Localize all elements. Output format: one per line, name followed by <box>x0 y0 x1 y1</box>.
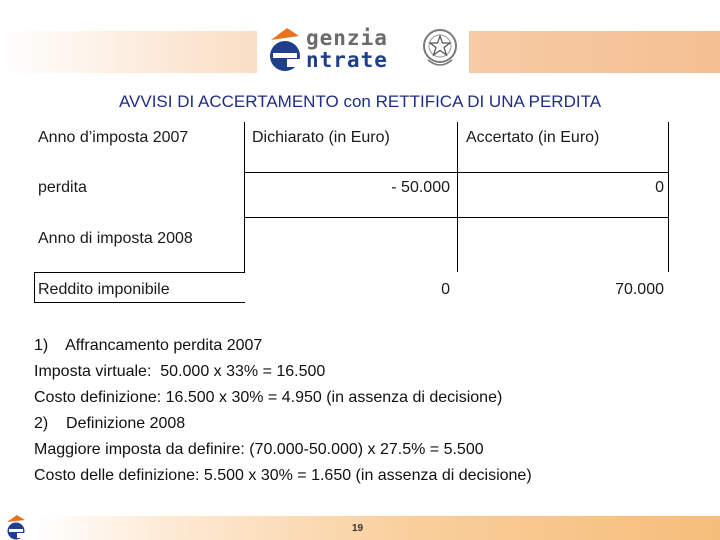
row-taxable-income-declared: 0 <box>441 281 450 298</box>
table-border <box>244 172 245 217</box>
calculation-notes <box>34 333 532 489</box>
table-border <box>457 122 458 172</box>
page-number: 19 <box>352 523 364 534</box>
row-loss-declared: - 50.000 <box>391 179 450 196</box>
note-line: Imposta virtuale: 50.000 x 33% = 16.500 <box>34 363 326 380</box>
table-border <box>34 272 245 273</box>
row-taxable-income-label: Reddito imponibile <box>38 281 170 298</box>
agenzia-entrate-logo-icon <box>265 26 305 74</box>
table-border <box>668 172 669 272</box>
note-line: 2) Definizione 2008 <box>34 415 186 432</box>
table-border <box>244 217 669 218</box>
table-border <box>668 122 669 172</box>
table-border <box>457 172 458 272</box>
agenzia-entrate-small-logo-icon <box>3 514 29 540</box>
table-border <box>34 302 245 303</box>
note-line: Costo definizione: 16.500 x 30% = 4.950 (in assenza di decisione) <box>34 389 503 406</box>
table-header-assessed: Accertato (in Euro) <box>466 129 600 146</box>
note-line: Costo delle definizione: 5.500 x 30% = 1.650 (in assenza di decisione) <box>34 467 532 484</box>
table-border <box>34 272 35 302</box>
row-loss-label: perdita <box>38 179 87 196</box>
row-year-2008-label: Anno di imposta 2008 <box>38 230 193 247</box>
table-header-declared: Dichiarato (in Euro) <box>252 129 390 146</box>
page-title: AVVISI DI ACCERTAMENTO con RETTIFICA DI UNA PERDITA <box>118 92 602 111</box>
table-header-year-2007: Anno d’imposta 2007 <box>38 129 189 146</box>
row-loss-assessed: 0 <box>655 179 664 196</box>
footer-band <box>36 516 720 540</box>
row-taxable-income-assessed: 70.000 <box>615 281 664 298</box>
logo-text-bottom: ntrate <box>306 48 388 72</box>
logo-text-top: genzia <box>306 26 388 50</box>
table-border <box>244 217 245 272</box>
table-border <box>244 122 245 172</box>
italian-republic-emblem-icon <box>420 24 460 72</box>
note-line: 1) Affrancamento perdita 2007 <box>34 337 263 354</box>
note-line: Maggiore imposta da definire: (70.000-50.000) x 27.5% = 5.500 <box>34 441 484 458</box>
